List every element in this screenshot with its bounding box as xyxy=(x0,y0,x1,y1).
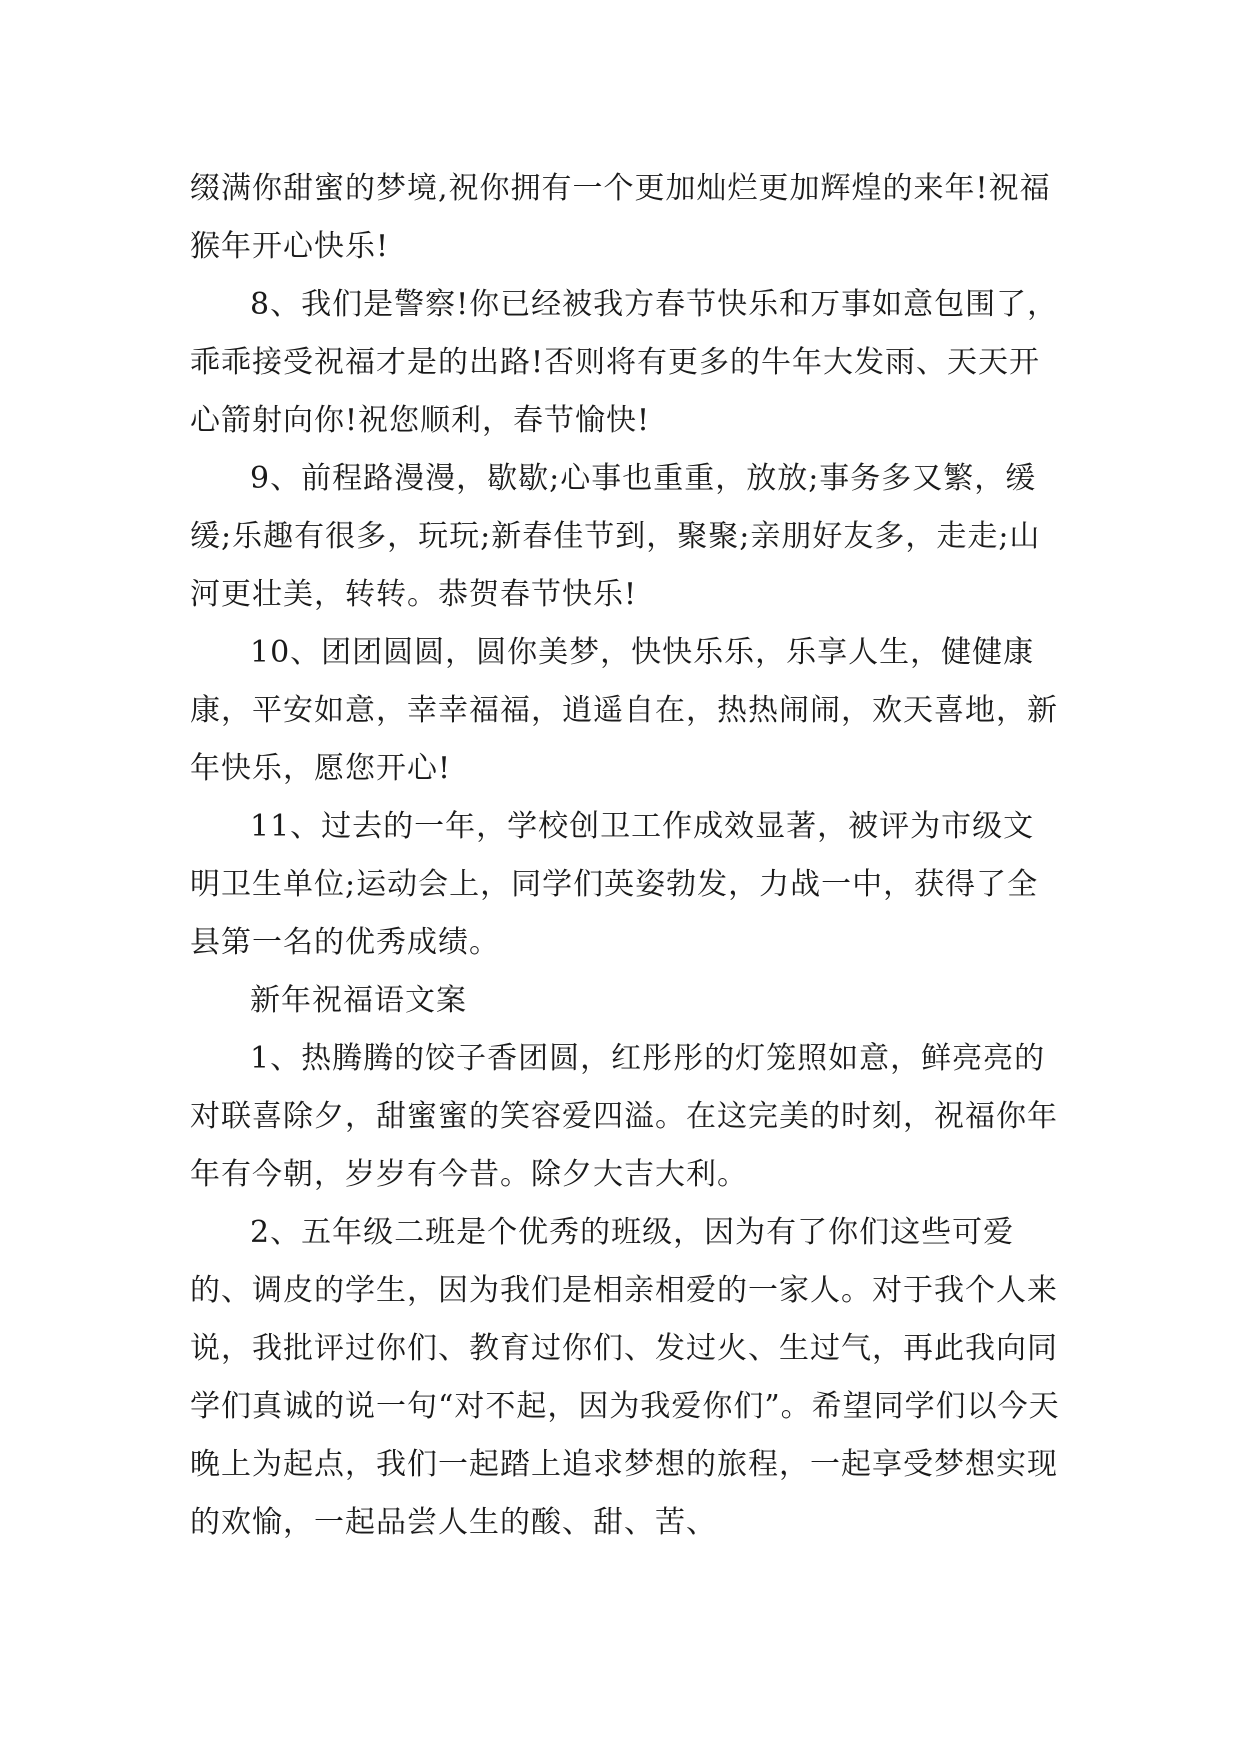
document-body xyxy=(190,160,1060,1552)
paragraph-continuation: 缀满你甜蜜的梦境,祝你拥有一个更加灿烂更加辉煌的来年!祝福猴年开心快乐! xyxy=(190,171,1051,264)
paragraph-item-11: 11、过去的一年，学校创卫工作成效显著，被评为市级文明卫生单位;运动会上，同学们英姿勃发，力战一中，获得了全县第一名的优秀成绩。 xyxy=(190,809,1039,960)
paragraph-item-10: 10、团团圆圆，圆你美梦，快快乐乐，乐享人生，健健康康，平安如意，幸幸福福，逍遥自在，热热闹闹，欢天喜地，新年快乐，愿您开心! xyxy=(190,635,1058,786)
paragraph-item-9: 9、前程路漫漫，歇歇;心事也重重，放放;事务多又繁，缓缓;乐趣有很多，玩玩;新春佳节到，聚聚;亲朋好友多，走走;山河更壮美，转转。恭贺春节快乐! xyxy=(190,461,1041,612)
paragraph-item-2: 2、五年级二班是个优秀的班级，因为有了你们这些可爱的、调皮的学生，因为我们是相亲相爱的一家人。对于我个人来说，我批评过你们、教育过你们、发过火、生过气，再此我向同学们真诚的说一句“对不起，因为我爱你们”。希望同学们以今天晚上为起点，我们一起踏上追求梦想的旅程，一起享受梦想实现的欢愉，一起品尝人生的酸、甜、苦、 xyxy=(190,1215,1060,1540)
paragraph-item-8: 8、我们是警察!你已经被我方春节快乐和万事如意包围了，乖乖接受祝福才是的出路!否则将有更多的牛年大发雨、天天开心箭射向你!祝您顺利，春节愉快! xyxy=(190,287,1059,438)
paragraph-item-1: 1、热腾腾的饺子香团圆，红彤彤的灯笼照如意，鲜亮亮的对联喜除夕，甜蜜蜜的笑容爱四溢。在这完美的时刻，祝福你年年有今朝，岁岁有今昔。除夕大吉大利。 xyxy=(190,1041,1058,1192)
section-heading: 新年祝福语文案 xyxy=(250,983,467,1018)
